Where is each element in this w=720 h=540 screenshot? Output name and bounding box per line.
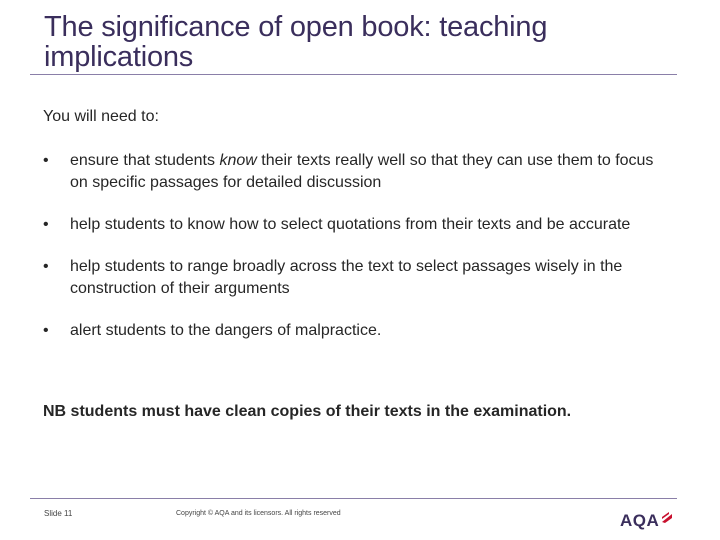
intro-text: You will need to: bbox=[43, 108, 159, 125]
exam-note: NB students must have clean copies of their texts in the examination. bbox=[43, 403, 572, 420]
list-item bbox=[43, 214, 673, 236]
bullet-text-part: ensure that students bbox=[70, 152, 220, 169]
bullet-icon: • bbox=[43, 322, 49, 339]
aqa-logo bbox=[620, 511, 673, 531]
logo-mark-icon bbox=[661, 512, 673, 524]
footer-divider bbox=[30, 498, 677, 499]
title-divider bbox=[30, 74, 677, 75]
list-item bbox=[43, 256, 673, 300]
slide-number: Slide 11 bbox=[44, 509, 73, 518]
logo-wordmark: AQA bbox=[620, 511, 660, 530]
bullet-list bbox=[43, 150, 673, 362]
bullet-icon: • bbox=[43, 258, 49, 275]
bullet-text: alert students to the dangers of malpractice. bbox=[70, 322, 382, 339]
bullet-icon: • bbox=[43, 152, 49, 169]
slide-title: The significance of open book: teaching implications bbox=[44, 11, 548, 73]
list-item bbox=[43, 150, 673, 194]
bullet-text bbox=[70, 150, 673, 194]
bullet-text-part: their texts really well so that they can use them to focus on specific passages for detailed discussion bbox=[70, 152, 654, 191]
list-item bbox=[43, 320, 673, 342]
copyright-text: Copyright © AQA and its licensors. All rights reserved bbox=[176, 510, 341, 517]
bullet-icon: • bbox=[43, 216, 49, 233]
bullet-text: help students to range broadly across the text to select passages wisely in the construction of their arguments bbox=[70, 258, 623, 297]
bullet-emphasis: know bbox=[219, 152, 257, 169]
bullet-text: help students to know how to select quotations from their texts and be accurate bbox=[70, 216, 631, 233]
